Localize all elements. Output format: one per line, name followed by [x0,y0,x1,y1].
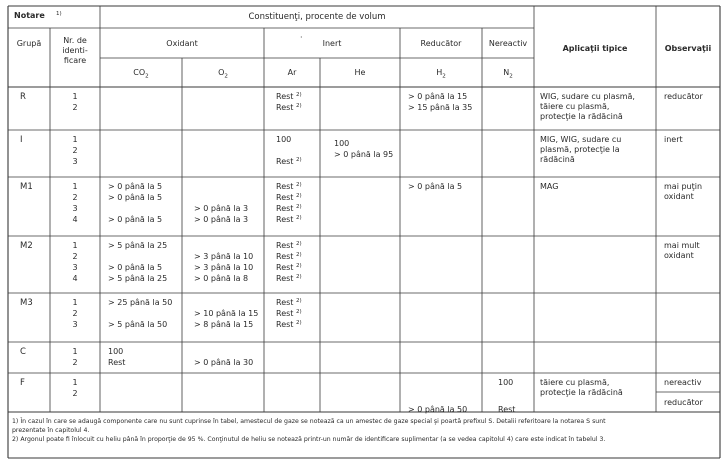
gas-value-co2: > 0 până la 5 [108,263,163,272]
gas-value-o2: > 0 până la 3 [194,215,249,224]
inert-mark: · [300,33,303,42]
gas-value-ar: 100 [276,135,292,144]
observatii-header: Observaţii [664,44,712,53]
group-name: C [20,347,26,357]
observation-text: mai mult [664,241,700,250]
constituenti-header: Constituenţi, procente de volum [248,12,386,22]
observation-text: oxidant [664,251,694,260]
footnote-text: prezentate în capitolul 4. [12,427,90,434]
gas-header-o: $O_2$ [218,68,228,80]
gas-value-o2: > 10 până la 15 [194,309,259,318]
gas-header-he: He [354,68,366,77]
gas-value-ar: Rest $^{2)}$ [276,182,302,191]
gas-value-ar: Rest $^{2)}$ [276,92,302,101]
identification-number: 1 [72,92,78,101]
notare-header: Notare [14,11,45,20]
gas-value-co2: > 0 până la 5 [108,215,163,224]
gas-value-ar: Rest $^{2)}$ [276,252,302,261]
gas-value-o2: > 8 până la 15 [194,320,254,329]
gas-value-ar: Rest $^{2)}$ [276,157,302,166]
application-text: protecţie la rădăcină [540,388,623,397]
group-name: I [20,135,23,145]
nereactiv-header: Nereactiv [488,39,528,48]
group-name: R [20,92,26,102]
application-text: rădăcină [540,155,575,164]
gas-value-o2: > 0 până la 8 [194,274,249,283]
observation-text: mai puţin [664,182,703,191]
observation-text: nereactiv [664,378,702,387]
gas-value-o2: > 0 până la 3 [194,204,249,213]
gas-header-n: $N_2$ [503,68,513,80]
group-name: M3 [20,298,33,308]
identification-number: 1 [72,135,78,144]
identification-number: 2 [72,252,78,261]
nr-identificare-header: ficare [63,56,87,65]
gas-value-he: 100 [334,139,350,148]
application-text: plasmă, protecţie la [540,145,620,154]
application-text: protecţie la rădăcină [540,112,623,121]
aplicatii-header: Aplicaţii tipice [562,44,628,53]
identification-number: 1 [72,378,78,387]
group-name: M2 [20,241,33,251]
application-text: MIG, WIG, sudare cu [540,135,622,144]
reducator-header: Reducător [420,39,462,48]
application-text: tăiere cu plasmă, [540,102,610,111]
application-text: WIG, sudare cu plasmă, [540,92,635,101]
observation-text: inert [664,135,683,144]
gas-value-ar: Rest $^{2)}$ [276,193,302,202]
group-name: F [20,378,25,388]
gas-header-ar: Ar [287,68,297,77]
identification-number: 2 [72,103,78,112]
identification-number: 1 [72,182,78,191]
gas-value-h2: > 0 până la 15 [408,92,468,101]
gas-value-ar: Rest $^{2)}$ [276,103,302,112]
application-text: MAG [540,182,559,191]
gas-value-ar: Rest $^{2)}$ [276,204,302,213]
gas-value-co2: > 25 până la 50 [108,298,173,307]
inert-header: Inert [322,39,342,48]
footnote-text: 1) În cazul în care se adaugă componente care nu sunt cuprinse în tabel, amestecul de gaze se notează ca un amestec de gaze special şi poartă prefixul S. Detalii referitoare la notarea S sunt [12,418,606,425]
gas-value-o2: > 0 până la 30 [194,358,254,367]
gas-value-ar: Rest $^{2)}$ [276,274,302,283]
identification-number: 1 [72,347,78,356]
identification-number: 3 [72,204,78,213]
gas-value-n2: Rest [498,405,516,414]
gas-value-ar: Rest $^{2)}$ [276,215,302,224]
application-text: tăiere cu plasmă, [540,378,610,387]
gas-value-h2: > 15 până la 35 [408,103,473,112]
identification-number: 1 [72,298,78,307]
observation-text: oxidant [664,192,694,201]
group-name: M1 [20,182,33,192]
observation-text: reducător [664,92,703,101]
identification-number: 3 [72,263,78,272]
gas-value-ar: Rest $^{2)}$ [276,298,302,307]
gas-value-o2: > 3 până la 10 [194,263,254,272]
identification-number: 2 [72,309,78,318]
identification-number: 2 [72,146,78,155]
identification-number: 3 [72,157,78,166]
identification-number: 4 [72,215,78,224]
grupa-header: Grupă [16,39,42,48]
gas-value-ar: Rest $^{2)}$ [276,263,302,272]
identification-number: 2 [72,193,78,202]
notare-footnote-ref: 1) [56,11,62,17]
gas-value-co2: Rest [108,358,126,367]
gas-header-h: $H_2$ [436,68,446,80]
identification-number: 4 [72,274,78,283]
gas-value-co2: > 0 până la 5 [108,182,163,191]
identification-number: 1 [72,241,78,250]
footnote-text: 2) Argonul poate fi înlocuit cu heliu până în proporţie de 95 %. Conţinutul de heliu se notează printr-un număr de identificare suplimentar (a se vedea capitolul 4) care este indicat în tabelul 3. [12,436,606,443]
gas-value-co2: > 5 până la 25 [108,274,168,283]
gas-value-co2: > 0 până la 5 [108,193,163,202]
observation-text: reducător [664,398,703,407]
gas-value-ar: Rest $^{2)}$ [276,241,302,250]
nr-identificare-header: Nr. de [63,36,87,45]
gas-value-ar: Rest $^{2)}$ [276,309,302,318]
gas-value-co2: 100 [108,347,124,356]
gas-value-ar: Rest $^{2)}$ [276,320,302,329]
identification-number: 2 [72,358,78,367]
gas-value-co2: > 5 până la 25 [108,241,168,250]
gas-value-co2: > 5 până la 50 [108,320,168,329]
gas-value-o2: > 3 până la 10 [194,252,254,261]
gas-value-h2: > 0 până la 50 [408,405,468,414]
identification-number: 3 [72,320,78,329]
oxidant-header: Oxidant [166,39,198,48]
gas-value-n2: 100 [498,378,514,387]
gas-value-he: > 0 până la 95 [334,150,394,159]
identification-number: 2 [72,389,78,398]
gas-header-co: $CO_2$ [133,68,149,80]
gas-value-h2: > 0 până la 5 [408,182,463,191]
nr-identificare-header: identi- [62,46,88,55]
